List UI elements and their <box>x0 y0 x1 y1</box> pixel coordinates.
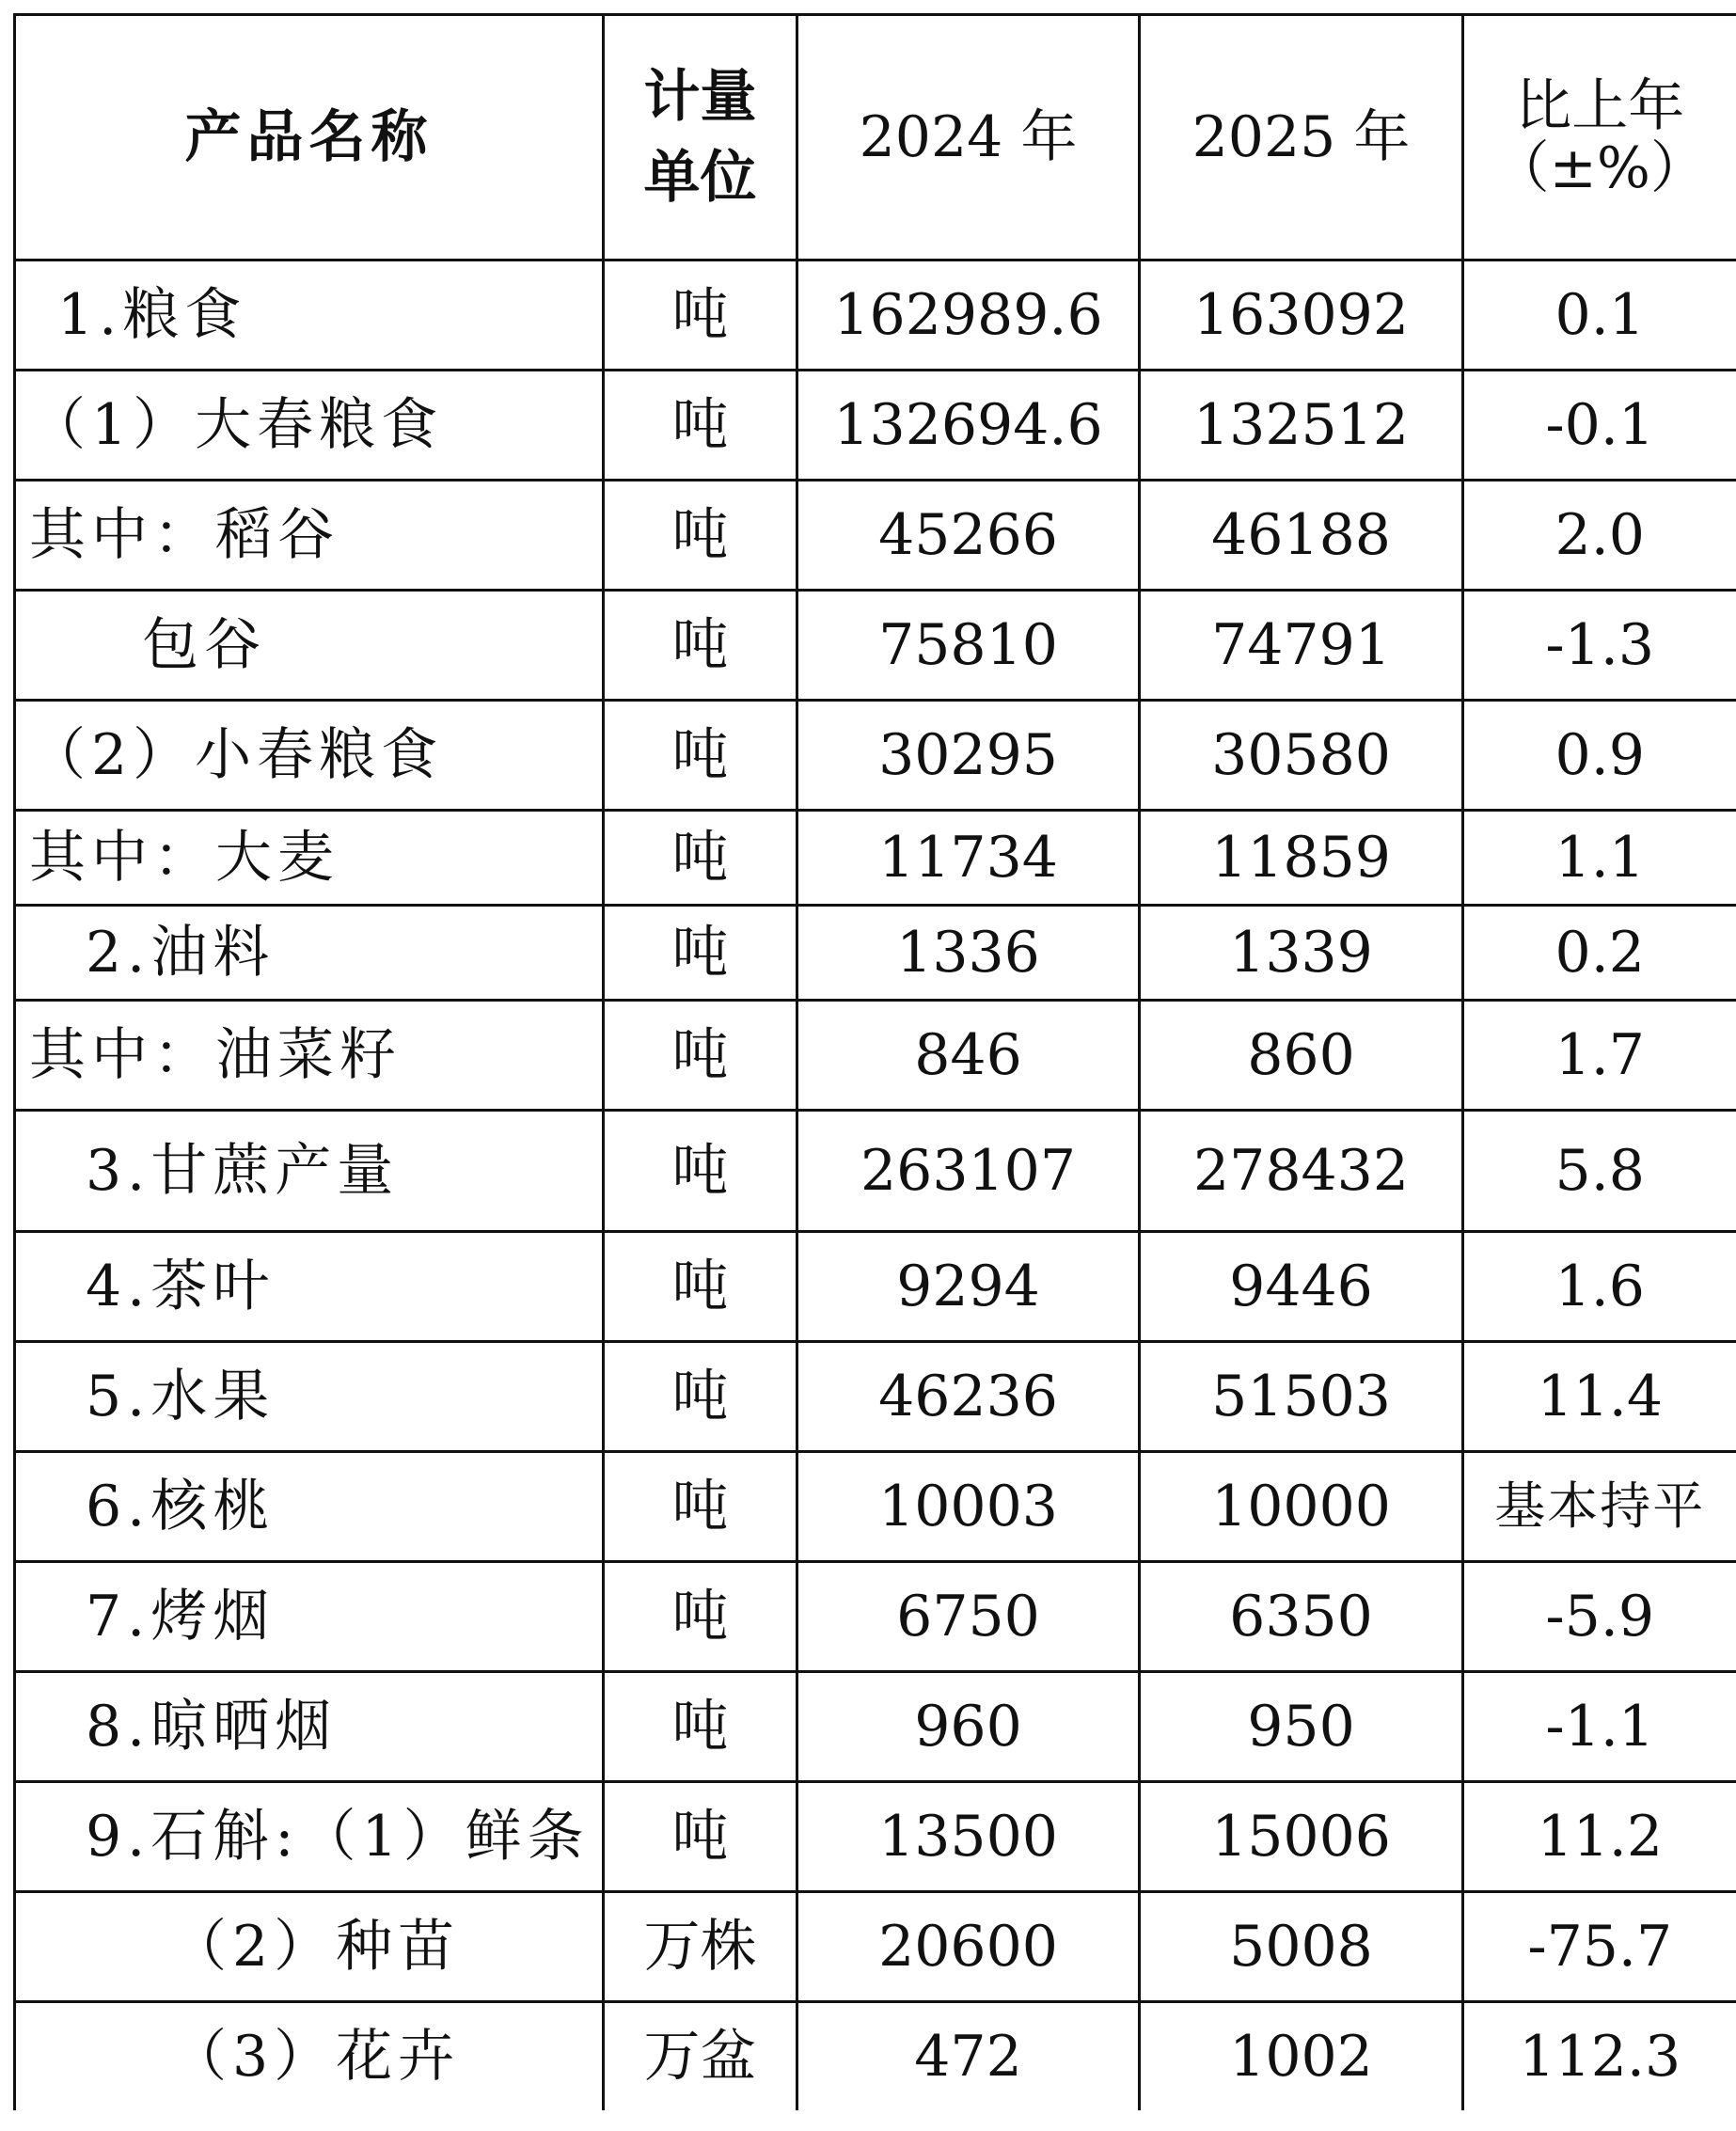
table-row <box>15 811 1736 906</box>
unit-cell: 吨 <box>604 260 797 371</box>
product-name-cell: 4.茶叶 <box>15 1232 604 1342</box>
table-row <box>15 1232 1736 1342</box>
header-product-name: 产品名称 <box>15 15 604 260</box>
value-2024-cell: 30295 <box>797 701 1140 811</box>
change-cell: 1.7 <box>1463 1001 1736 1111</box>
value-2025-cell: 46188 <box>1140 481 1463 591</box>
product-name-cell: 5.水果 <box>15 1342 604 1452</box>
product-name-cell: （3）花卉 <box>15 2002 604 2111</box>
value-2025-cell: 5008 <box>1140 1892 1463 2002</box>
change-cell: 112.3 <box>1463 2002 1736 2111</box>
product-name-cell: 其中：油菜籽 <box>15 1001 604 1111</box>
unit-cell: 吨 <box>604 481 797 591</box>
value-2025-cell: 9446 <box>1140 1232 1463 1342</box>
value-2024-cell: 263107 <box>797 1111 1140 1232</box>
unit-cell: 吨 <box>604 811 797 906</box>
header-year-2024: 2024 年 <box>797 15 1140 260</box>
product-name-cell: 8.晾晒烟 <box>15 1672 604 1782</box>
product-name-cell: 7.烤烟 <box>15 1562 604 1672</box>
value-2024-cell: 960 <box>797 1672 1140 1782</box>
change-cell: 基本持平 <box>1463 1452 1736 1562</box>
change-cell: 1.1 <box>1463 811 1736 906</box>
product-name-cell: 包谷 <box>15 591 604 701</box>
change-cell: 11.4 <box>1463 1342 1736 1452</box>
table-row <box>15 906 1736 1001</box>
change-cell: 0.2 <box>1463 906 1736 1001</box>
table-row <box>15 260 1736 371</box>
unit-cell: 吨 <box>604 701 797 811</box>
unit-cell: 吨 <box>604 1342 797 1452</box>
change-cell: -0.1 <box>1463 371 1736 481</box>
table-row <box>15 1562 1736 1672</box>
value-2024-cell: 11734 <box>797 811 1140 906</box>
unit-cell: 吨 <box>604 1232 797 1342</box>
value-2024-cell: 472 <box>797 2002 1140 2111</box>
value-2025-cell: 74791 <box>1140 591 1463 701</box>
table-row <box>15 1672 1736 1782</box>
product-name-cell: 1.粮食 <box>15 260 604 371</box>
product-name-cell: （2）种苗 <box>15 1892 604 2002</box>
value-2025-cell: 163092 <box>1140 260 1463 371</box>
value-2024-cell: 20600 <box>797 1892 1140 2002</box>
unit-cell: 吨 <box>604 1111 797 1232</box>
change-cell: 2.0 <box>1463 481 1736 591</box>
change-cell: -1.3 <box>1463 591 1736 701</box>
agri-output-table <box>13 13 1736 2110</box>
unit-cell: 万株 <box>604 1892 797 2002</box>
unit-cell: 万盆 <box>604 2002 797 2111</box>
value-2024-cell: 132694.6 <box>797 371 1140 481</box>
table-row <box>15 591 1736 701</box>
value-2024-cell: 162989.6 <box>797 260 1140 371</box>
change-cell: 0.1 <box>1463 260 1736 371</box>
value-2025-cell: 1339 <box>1140 906 1463 1001</box>
change-cell: 5.8 <box>1463 1111 1736 1232</box>
change-cell: 0.9 <box>1463 701 1736 811</box>
value-2025-cell: 860 <box>1140 1001 1463 1111</box>
value-2024-cell: 45266 <box>797 481 1140 591</box>
header-change <box>1463 15 1736 260</box>
unit-cell: 吨 <box>604 1001 797 1111</box>
value-2024-cell: 6750 <box>797 1562 1140 1672</box>
product-name-cell: （1）大春粮食 <box>15 371 604 481</box>
table-row <box>15 371 1736 481</box>
value-2025-cell: 30580 <box>1140 701 1463 811</box>
value-2024-cell: 846 <box>797 1001 1140 1111</box>
product-name-cell: 6.核桃 <box>15 1452 604 1562</box>
value-2025-cell: 11859 <box>1140 811 1463 906</box>
header-unit-line1: 计量 <box>643 64 757 130</box>
header-year-2025: 2025 年 <box>1140 15 1463 260</box>
header-row <box>15 15 1736 260</box>
change-cell: -75.7 <box>1463 1892 1736 2002</box>
unit-cell: 吨 <box>604 591 797 701</box>
unit-cell: 吨 <box>604 1452 797 1562</box>
header-unit-line2: 单位 <box>643 145 757 211</box>
product-name-cell: 其中：稻谷 <box>15 481 604 591</box>
value-2025-cell: 950 <box>1140 1672 1463 1782</box>
value-2024-cell: 9294 <box>797 1232 1140 1342</box>
value-2025-cell: 278432 <box>1140 1111 1463 1232</box>
product-name-cell: 2.油料 <box>15 906 604 1001</box>
change-cell: -5.9 <box>1463 1562 1736 1672</box>
table-row <box>15 1111 1736 1232</box>
unit-cell: 吨 <box>604 906 797 1001</box>
product-name-cell: （2）小春粮食 <box>15 701 604 811</box>
unit-cell: 吨 <box>604 371 797 481</box>
product-name-cell: 其中：大麦 <box>15 811 604 906</box>
table-row <box>15 481 1736 591</box>
header-change-line1: 比上年 <box>1515 73 1685 139</box>
table-row <box>15 1452 1736 1562</box>
table-row <box>15 2002 1736 2111</box>
value-2024-cell: 10003 <box>797 1452 1140 1562</box>
header-change-line2: （±%） <box>1492 135 1707 201</box>
header-unit <box>604 15 797 260</box>
unit-cell: 吨 <box>604 1562 797 1672</box>
product-name-cell: 3.甘蔗产量 <box>15 1111 604 1232</box>
change-cell: -1.1 <box>1463 1672 1736 1782</box>
product-name-cell: 9.石斛:（1）鲜条 <box>15 1782 604 1892</box>
value-2025-cell: 51503 <box>1140 1342 1463 1452</box>
change-cell: 1.6 <box>1463 1232 1736 1342</box>
table-row <box>15 1001 1736 1111</box>
unit-cell: 吨 <box>604 1782 797 1892</box>
table-row <box>15 1782 1736 1892</box>
value-2024-cell: 13500 <box>797 1782 1140 1892</box>
value-2025-cell: 15006 <box>1140 1782 1463 1892</box>
table-row <box>15 1892 1736 2002</box>
table-row <box>15 701 1736 811</box>
value-2025-cell: 1002 <box>1140 2002 1463 2111</box>
table-row <box>15 1342 1736 1452</box>
value-2024-cell: 75810 <box>797 591 1140 701</box>
change-cell: 11.2 <box>1463 1782 1736 1892</box>
unit-cell: 吨 <box>604 1672 797 1782</box>
value-2025-cell: 6350 <box>1140 1562 1463 1672</box>
value-2025-cell: 132512 <box>1140 371 1463 481</box>
value-2024-cell: 1336 <box>797 906 1140 1001</box>
value-2025-cell: 10000 <box>1140 1452 1463 1562</box>
value-2024-cell: 46236 <box>797 1342 1140 1452</box>
